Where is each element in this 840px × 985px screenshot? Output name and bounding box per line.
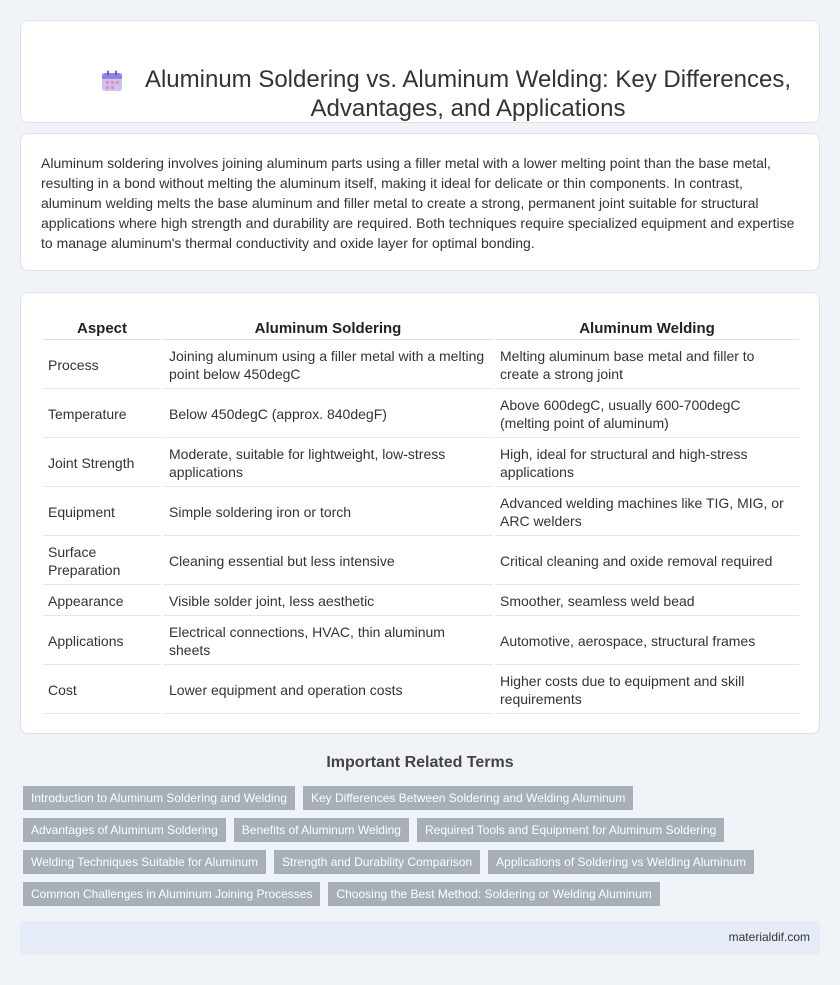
related-term-link[interactable]: Strength and Durability Comparison [274,850,480,874]
table-row [43,341,799,389]
footer-bar [20,921,820,954]
cell-welding: Melting aluminum base metal and filler to create a strong joint [495,341,799,389]
cell-welding: Automotive, aerospace, structural frames [495,617,799,665]
intro-card [20,133,820,271]
related-terms-tags [23,786,823,914]
header-soldering: Aluminum Soldering [164,316,492,340]
cell-aspect: Temperature [43,390,161,438]
table-row [43,390,799,438]
header-welding: Aluminum Welding [495,316,799,340]
cell-soldering: Lower equipment and operation costs [164,666,492,714]
cell-soldering: Electrical connections, HVAC, thin aluminum sheets [164,617,492,665]
intro-paragraph: Aluminum soldering involves joining aluminum parts using a filler metal with a lower melting point than the base metal, resulting in a bond without melting the aluminum itself, making it ideal for delicate or thin components. In contrast, aluminum welding melts the base aluminum and filler metal to create a strong, permanent joint suitable for structural applications where high strength and durability are required. Both techniques require specialized equipment and expertise to manage aluminum's thermal conductivity and oxide layer for optimal bonding. [41,155,795,251]
footer-site-link[interactable]: materialdif.com [728,930,810,944]
related-term-link[interactable]: Benefits of Aluminum Welding [234,818,409,842]
calendar-icon [101,70,123,92]
cell-aspect: Cost [43,666,161,714]
cell-welding: Smoother, seamless weld bead [495,586,799,616]
cell-soldering: Joining aluminum using a filler metal with a melting point below 450degC [164,341,492,389]
related-term-link[interactable]: Common Challenges in Aluminum Joining Processes [23,882,320,906]
cell-soldering: Cleaning essential but less intensive [164,537,492,585]
cell-aspect: Equipment [43,488,161,536]
table-row [43,537,799,585]
table-header-row [43,316,799,340]
cell-soldering: Below 450degC (approx. 840degF) [164,390,492,438]
comparison-table [40,315,802,715]
cell-aspect: Appearance [43,586,161,616]
cell-aspect: Applications [43,617,161,665]
table-row [43,439,799,487]
cell-soldering: Simple soldering iron or torch [164,488,492,536]
table-row [43,666,799,714]
cell-welding: Critical cleaning and oxide removal required [495,537,799,585]
cell-welding: High, ideal for structural and high-stress applications [495,439,799,487]
cell-welding: Above 600degC, usually 600-700degC (melting point of aluminum) [495,390,799,438]
related-term-link[interactable]: Welding Techniques Suitable for Aluminum [23,850,266,874]
related-term-link[interactable]: Advantages of Aluminum Soldering [23,818,226,842]
cell-welding: Higher costs due to equipment and skill requirements [495,666,799,714]
cell-welding: Advanced welding machines like TIG, MIG, or ARC welders [495,488,799,536]
page-title: Aluminum Soldering vs. Aluminum Welding: Key Differences, Advantages, and Applications [144,66,792,122]
related-term-link[interactable]: Choosing the Best Method: Soldering or Welding Aluminum [328,882,659,906]
cell-aspect: Surface Preparation [43,537,161,585]
related-term-link[interactable]: Applications of Soldering vs Welding Aluminum [488,850,754,874]
cell-aspect: Joint Strength [43,439,161,487]
header-aspect: Aspect [43,316,161,340]
cell-aspect: Process [43,341,161,389]
table-row [43,617,799,665]
tag-row [23,850,823,874]
title-card [20,20,820,123]
related-term-link[interactable]: Key Differences Between Soldering and Welding Aluminum [303,786,633,810]
cell-soldering: Moderate, suitable for lightweight, low-stress applications [164,439,492,487]
cell-soldering: Visible solder joint, less aesthetic [164,586,492,616]
tag-row [23,818,823,842]
table-row [43,488,799,536]
related-term-link[interactable]: Required Tools and Equipment for Aluminum Soldering [417,818,724,842]
tag-row [23,882,823,906]
related-term-link[interactable]: Introduction to Aluminum Soldering and Welding [23,786,295,810]
tag-row [23,786,823,810]
comparison-card [20,292,820,734]
table-row [43,586,799,616]
related-terms-heading: Important Related Terms [326,754,514,771]
